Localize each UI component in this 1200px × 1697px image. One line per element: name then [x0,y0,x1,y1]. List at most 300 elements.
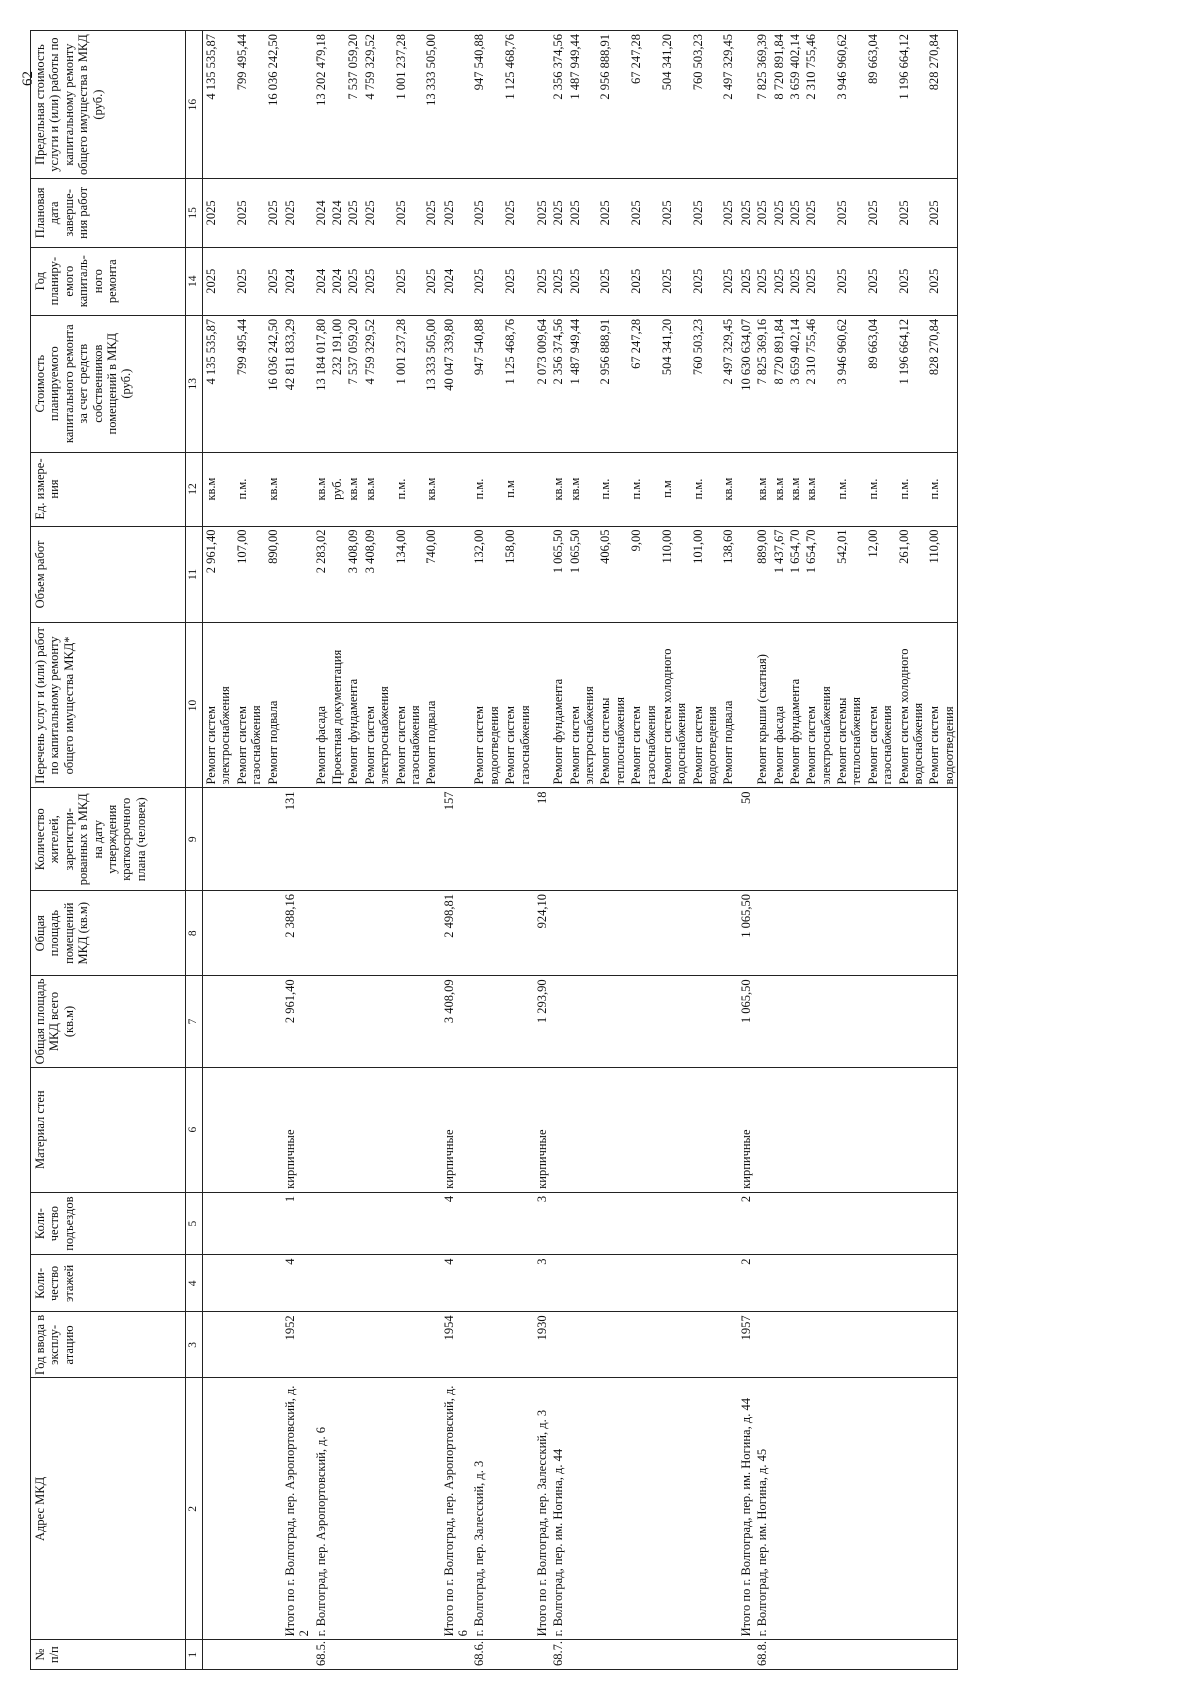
table-cell: п.м. [926,452,957,526]
table-cell: 2025 [423,247,439,315]
table-cell: Ремонт системы теплоснабжения [597,623,628,788]
table-cell: Ремонт подвала [265,623,281,788]
table-cell: кирпичные [737,1067,754,1192]
table-cell: 2024 [329,247,345,315]
table-cell [440,526,472,623]
table-cell: 42 811 833,29 [281,315,313,452]
column-number: 8 [186,891,203,976]
table-cell: 10 630 634,07 [737,315,754,452]
table-cell [720,1640,736,1670]
table-cell: 134,00 [393,526,424,623]
table-cell [234,891,265,976]
table-cell [234,1067,265,1192]
table-cell: 2025 [720,179,736,247]
table-row [234,31,265,1670]
table-cell [203,1255,234,1312]
table-cell: 232 191,00 [329,315,345,452]
table-cell: 3 659 402,14 [787,315,803,452]
table-row [690,31,721,1670]
table-cell [754,1255,770,1312]
table-cell [362,1378,393,1640]
table-cell [502,976,533,1067]
table-cell [926,1192,957,1255]
table-row [926,31,957,1670]
table-cell: 1 125 468,76 [502,31,533,179]
table-cell [533,623,550,788]
table-cell [313,1255,329,1312]
table-cell: 7 825 369,39 [754,31,770,179]
table-cell: 3 [533,1255,550,1312]
table-cell: Ремонт систем холодного водоснабжения [896,623,927,788]
table-cell: 2025 [471,247,502,315]
column-number: 12 [186,452,203,526]
table-cell: кв.м [771,452,787,526]
table-cell: 3 659 402,14 [787,31,803,179]
table-cell: 2 956 888,91 [597,315,628,452]
table-row [787,31,803,1670]
table-cell: 2 283,02 [313,526,329,623]
total-row [440,31,472,1670]
table-cell: 2025 [203,179,234,247]
table-cell [834,976,865,1067]
table-cell [502,1378,533,1640]
table-cell: 157 [440,788,472,891]
table-cell: Ремонт систем электроснабжения [203,623,234,788]
table-cell [362,1640,393,1670]
table-cell: 2024 [313,179,329,247]
column-number: 16 [186,31,203,179]
table-cell [597,1067,628,1192]
table-cell: Ремонт системы теплоснабжения [834,623,865,788]
table-cell [567,1255,598,1312]
table-cell: 1 293,90 [533,976,550,1067]
table-cell [550,1192,566,1255]
table-cell: 158,00 [502,526,533,623]
table-cell: 3 408,09 [345,526,361,623]
table-cell: 132,00 [471,526,502,623]
table-cell [234,788,265,891]
table-cell: 110,00 [659,526,690,623]
table-cell [659,1640,690,1670]
table-cell [393,1640,424,1670]
table-cell: 2025 [265,179,281,247]
table-row [203,31,234,1670]
table-cell: 2 961,40 [203,526,234,623]
page-number: 62 [20,71,36,86]
table-cell [234,1255,265,1312]
table-cell [834,1067,865,1192]
table-cell: 1954 [440,1312,472,1378]
table-cell: 13 202 479,18 [313,31,329,179]
table-cell: 2 498,81 [440,891,472,976]
table-cell: 2025 [690,247,721,315]
table-cell [203,1312,234,1378]
table-cell: 68.6. [471,1640,502,1670]
table-cell [926,1640,957,1670]
table-cell: 3 [533,1192,550,1255]
table-cell: 89 663,04 [865,315,896,452]
table-cell: 89 663,04 [865,31,896,179]
table-cell: 2 073 009,64 [533,315,550,452]
column-number: 3 [186,1312,203,1378]
table-cell: кв.м [345,452,361,526]
table-cell [926,891,957,976]
table-row [550,31,566,1670]
table-cell [787,891,803,976]
table-cell [345,976,361,1067]
table-cell [834,1640,865,1670]
table-cell [896,1640,927,1670]
table-cell: кв.м [423,452,439,526]
table-cell: Ремонт систем газоснабжения [393,623,424,788]
table-cell [771,1192,787,1255]
table-cell: 2025 [834,179,865,247]
table-cell [423,1255,439,1312]
table-cell: Ремонт систем газоснабжения [502,623,533,788]
table-cell: 107,00 [234,526,265,623]
table-cell [896,788,927,891]
table-cell: 3 408,09 [440,976,472,1067]
table-cell: г. Волгоград, пер. им. Ногина, д. 44 [550,1378,566,1640]
column-number: 10 [186,623,203,788]
table-cell: 1 196 664,12 [896,315,927,452]
table-cell [393,1312,424,1378]
table-row [362,31,393,1670]
table-cell [265,1067,281,1192]
table-cell [865,1378,896,1640]
table-cell: 1 065,50 [737,891,754,976]
table-cell [597,1312,628,1378]
table-cell: п.м. [393,452,424,526]
table-cell [896,976,927,1067]
table-cell: п.м [502,452,533,526]
table-cell [471,1067,502,1192]
table-cell [754,976,770,1067]
table-cell [329,788,345,891]
table-cell [720,976,736,1067]
table-cell [362,788,393,891]
table-cell [329,31,345,179]
table-cell [423,1640,439,1670]
header-cell: Год ввода в эксплу-атацию [31,1312,186,1378]
header-cell: Перечень услуг и (или) работ по капитальному ремонту общего имущества МКД* [31,623,186,788]
table-cell: Ремонт систем водоотведения [926,623,957,788]
table-cell [281,526,313,623]
table-cell: 406,05 [597,526,628,623]
table-cell: кв.м [787,452,803,526]
table-cell: 1 487 949,44 [567,31,598,179]
table-row [313,31,329,1670]
header-cell: Год планиру-емого капиталь-ного ремонта [31,247,186,315]
table-cell [423,1067,439,1192]
table-cell [265,976,281,1067]
table-cell: 799 495,44 [234,31,265,179]
table-cell [865,788,896,891]
table-cell [926,1312,957,1378]
table-cell: кв.м [803,452,834,526]
table-cell [345,1067,361,1192]
table-cell: 8 720 891,84 [771,315,787,452]
table-cell [896,1255,927,1312]
table-cell [440,452,472,526]
table-cell: 2025 [787,247,803,315]
table-cell: Ремонт систем газоснабжения [865,623,896,788]
table-cell: 2025 [345,247,361,315]
table-cell: 2025 [502,247,533,315]
table-cell: 504 341,20 [659,31,690,179]
header-cell: Общая площадь помещений МКД (кв.м) [31,891,186,976]
table-cell [628,1640,659,1670]
table-cell [203,1640,234,1670]
table-cell: кирпичные [281,1067,313,1192]
table-cell [659,1067,690,1192]
table-cell [502,891,533,976]
table-cell: 2025 [550,179,566,247]
table-cell [771,891,787,976]
table-cell [329,526,345,623]
table-row [597,31,628,1670]
table-cell [203,788,234,891]
table-cell [803,1640,834,1670]
table-cell [834,1192,865,1255]
table-cell [329,1378,345,1640]
table-cell: 8 720 891,84 [771,31,787,179]
table-cell: 2025 [628,179,659,247]
table-cell: 2 [737,1192,754,1255]
table-cell [234,1378,265,1640]
table-cell [313,1192,329,1255]
table-cell [345,1312,361,1378]
table-cell [362,1255,393,1312]
table-cell [597,976,628,1067]
table-cell: 68.8. [754,1640,770,1670]
column-number: 4 [186,1255,203,1312]
table-cell: 828 270,84 [926,31,957,179]
table-cell [502,1640,533,1670]
table-cell [865,976,896,1067]
total-row [281,31,313,1670]
table-cell [265,788,281,891]
table-cell: 18 [533,788,550,891]
table-cell: 13 333 505,00 [423,315,439,452]
table-cell [329,891,345,976]
table-cell [896,1378,927,1640]
table-cell [265,1378,281,1640]
table-cell [597,891,628,976]
table-cell [362,1192,393,1255]
table-cell: 16 036 242,50 [265,315,281,452]
table-cell: 2025 [896,179,927,247]
table-cell: 131 [281,788,313,891]
table-cell [471,788,502,891]
table-cell [690,891,721,976]
table-cell [628,1378,659,1640]
table-cell: г. Волгоград, пер. им. Ногина, д. 45 [754,1378,770,1640]
table-cell [690,1640,721,1670]
rotated-table-container [30,30,1185,1670]
table-cell: кв.м [550,452,566,526]
table-cell: 68.5. [313,1640,329,1670]
table-cell [393,976,424,1067]
header-cell: Предельная стоимость услуги и (или) работы по капитальному ремонту общего имущества в МКД (руб.) [31,31,186,179]
table-cell [234,1640,265,1670]
table-cell: 828 270,84 [926,315,957,452]
table-cell: 110,00 [926,526,957,623]
table-cell [787,976,803,1067]
table-cell [865,1312,896,1378]
table-cell: кирпичные [440,1067,472,1192]
table-cell [440,1640,472,1670]
table-cell [329,1192,345,1255]
table-cell [690,1378,721,1640]
table-cell [313,976,329,1067]
table-cell [690,976,721,1067]
column-number: 15 [186,179,203,247]
table-cell [362,1312,393,1378]
table-cell [203,891,234,976]
table-cell: 2025 [834,247,865,315]
table-cell [896,1312,927,1378]
table-cell: 1 065,50 [567,526,598,623]
table-cell: 4 [440,1192,472,1255]
table-cell: кв.м [362,452,393,526]
table-cell [533,526,550,623]
table-cell: 2 356 374,56 [550,31,566,179]
table-cell: 2025 [926,247,957,315]
table-row [628,31,659,1670]
table-cell [423,788,439,891]
table-cell [265,1255,281,1312]
table-cell [281,452,313,526]
repair-plan-table [30,30,958,1670]
table-cell: 2024 [313,247,329,315]
table-cell: 2025 [659,247,690,315]
table-cell: Проектная документация [329,623,345,788]
table-cell: Ремонт систем холодного водоснабжения [659,623,690,788]
table-cell [550,976,566,1067]
table-cell: 68.7. [550,1640,566,1670]
table-cell: кв.м [265,452,281,526]
table-cell: 3 946 960,62 [834,315,865,452]
table-cell: п.м. [865,452,896,526]
table-cell: 2 497 329,45 [720,31,736,179]
table-cell [754,1067,770,1192]
table-cell [423,1378,439,1640]
table-cell: 1957 [737,1312,754,1378]
table-cell: 1 654,70 [803,526,834,623]
table-cell [754,891,770,976]
table-cell [865,1640,896,1670]
table-cell [628,788,659,891]
table-cell [834,1312,865,1378]
table-cell [329,1067,345,1192]
table-cell [926,788,957,891]
table-cell: 2 356 374,56 [550,315,566,452]
table-cell: п.м. [834,452,865,526]
table-cell [659,891,690,976]
table-cell [659,1255,690,1312]
table-cell [771,976,787,1067]
header-cell: № п/п [31,1640,186,1670]
table-cell: 2 310 755,46 [803,315,834,452]
table-cell: 138,60 [720,526,736,623]
table-cell: 1 065,50 [737,976,754,1067]
table-cell: 4 [281,1255,313,1312]
table-cell: 760 503,23 [690,315,721,452]
table-cell: 67 247,28 [628,315,659,452]
table-cell: 261,00 [896,526,927,623]
table-cell [329,1640,345,1670]
table-cell [313,1067,329,1192]
table-cell [440,31,472,179]
table-cell: 2024 [329,179,345,247]
table-cell [362,1067,393,1192]
table-cell: Ремонт фундамента [345,623,361,788]
table-cell: 2 310 755,46 [803,31,834,179]
table-cell: Ремонт систем водоотведения [690,623,721,788]
table-cell [803,891,834,976]
table-cell: 504 341,20 [659,315,690,452]
table-cell [423,1192,439,1255]
table-cell [345,1378,361,1640]
table-cell [567,1378,598,1640]
table-cell: 2025 [423,179,439,247]
table-cell [234,1192,265,1255]
table-cell [803,1067,834,1192]
table-cell: кв.м [567,452,598,526]
table-cell [393,1255,424,1312]
table-cell [803,1378,834,1640]
table-cell: п.м. [628,452,659,526]
header-cell: Плановая дата заверше-ния работ [31,179,186,247]
table-cell [203,1378,234,1640]
table-cell [597,1192,628,1255]
table-cell: 889,00 [754,526,770,623]
table-cell [502,1192,533,1255]
table-cell: 2025 [771,179,787,247]
table-cell [754,788,770,891]
header-cell: Материал стен [31,1067,186,1192]
table-cell: 40 047 339,80 [440,315,472,452]
table-cell [313,788,329,891]
table-cell: 2025 [533,179,550,247]
table-cell [803,976,834,1067]
table-cell: 2025 [865,247,896,315]
table-cell [896,1067,927,1192]
table-cell [737,623,754,788]
table-cell [787,1255,803,1312]
table-row [423,31,439,1670]
table-cell [865,1192,896,1255]
table-cell [803,1192,834,1255]
table-row [865,31,896,1670]
table-cell [203,976,234,1067]
table-cell [659,976,690,1067]
table-cell [423,976,439,1067]
table-cell [865,1067,896,1192]
table-cell [533,31,550,179]
table-cell: 2025 [345,179,361,247]
table-cell: Ремонт систем газоснабжения [234,623,265,788]
column-number: 6 [186,1067,203,1192]
table-row [896,31,927,1670]
table-cell: г. Волгоград, пер. Залесский, д. 3 [471,1378,502,1640]
table-cell: 1 654,70 [787,526,803,623]
table-cell: 1952 [281,1312,313,1378]
table-cell [865,1255,896,1312]
table-cell: 2025 [771,247,787,315]
table-cell [203,1067,234,1192]
